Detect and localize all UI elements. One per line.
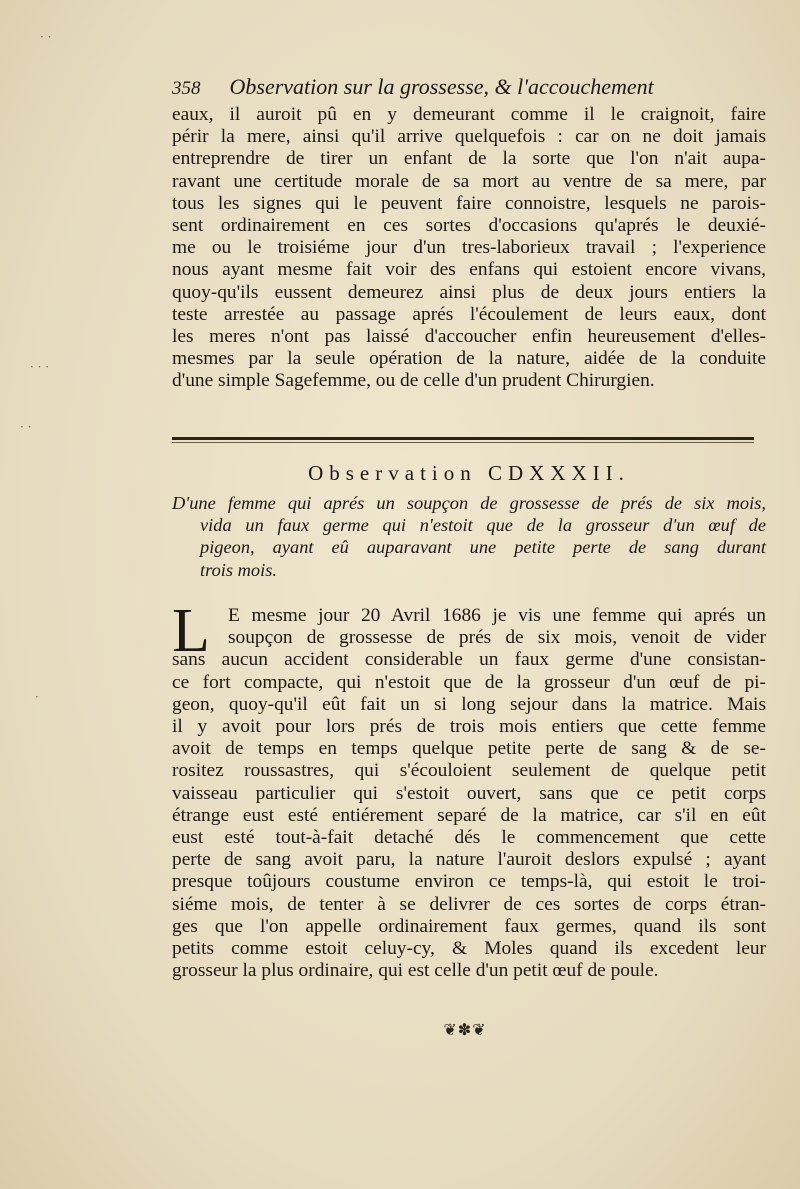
- text-line: ravant une certitude morale de sa mort au ventre de sa mere, par: [172, 170, 766, 192]
- section-divider-thin: [172, 442, 754, 443]
- text-line: rositez roussastres, qui s'écouloient seulement de quelque petit: [172, 760, 766, 782]
- drop-cap: L: [172, 597, 210, 665]
- text-line: teste arrestée au passage aprés l'écoulement de leurs eaux, dont: [172, 303, 766, 325]
- text-line: petits comme estoit celuy-cy, & Moles quand ils excedent leur: [172, 938, 766, 960]
- text-line: ce fort compacte, qui n'estoit que de la grosseur d'un œuf de pi-: [172, 671, 766, 693]
- text-line: avoit de temps en temps quelque petite perte de sang & de se-: [172, 738, 766, 760]
- observation-body: [172, 597, 766, 982]
- summary-line: vida un faux germe qui n'estoit que de la grosseur d'un œuf de: [200, 515, 766, 536]
- summary-line: pigeon, ayant eû auparavant une petite perte de sang durant: [200, 537, 766, 558]
- text-line: il y avoit pour lors prés de trois mois entiers que cette femme: [172, 716, 766, 738]
- text-line: E mesme jour 20 Avril 1686 je vis une femme qui aprés un: [228, 605, 766, 626]
- text-line: tous les signes qui le peuvent faire connoistre, lesquels ne parois-: [172, 192, 766, 214]
- text-line: siéme mois, de tenter à se delivrer de ces sortes de corps étran-: [172, 893, 766, 915]
- text-line: ges que l'on appelle ordinairement faux germes, quand ils sont: [172, 915, 766, 937]
- text-line: eaux, il auroit pû en y demeurant comme il le craignoit, faire: [172, 104, 766, 125]
- text-line: les meres n'ont pas laissé d'accoucher enfin heureusement d'elles-: [172, 326, 766, 348]
- end-ornament: ❦✽❦: [443, 1020, 487, 1039]
- text-line: mesmes par la seule opération de la nature, aidée de la conduite: [172, 348, 766, 370]
- text-line: perte de sang avoit paru, la nature l'auroit deslors expulsé ; ayant: [172, 849, 766, 871]
- text-line: sans aucun accident considerable un faux germe d'une consistan-: [172, 649, 766, 671]
- text-line: eust esté tout-à-fait detaché dés le commencement que cette: [172, 827, 766, 849]
- text-line: geon, quoy-qu'il eût fait un si long sejour dans la matrice. Mais: [172, 693, 766, 715]
- paragraph-continuation: [172, 104, 766, 393]
- text-line: grosseur la plus ordinaire, qui est celle d'un petit œuf de poule.: [172, 960, 659, 982]
- text-line: quoy-qu'ils eussent demeurez ainsi plus de deux jours entiers la: [172, 281, 766, 303]
- bleed-through-mark: · · ·: [30, 360, 50, 374]
- summary-line: trois mois.: [200, 559, 277, 580]
- running-title: Observation sur la grossesse, & l'accouchement: [229, 74, 654, 99]
- text-line: vaisseau particulier qui s'estoit ouvert, sans que ce petit corps: [172, 782, 766, 804]
- bleed-through-mark: ·: [35, 690, 39, 704]
- text-line: étrange eust esté entiérement separé de la matrice, car s'il en eût: [172, 804, 766, 826]
- observation-title: Observation CDXXXII.: [308, 461, 630, 485]
- bleed-through-mark: · ·: [40, 30, 52, 44]
- section-divider: [172, 437, 754, 440]
- running-header: [172, 74, 772, 100]
- page-number: 358: [172, 78, 201, 99]
- bleed-through-mark: · ·: [20, 420, 32, 434]
- text-line: soupçon de grossesse de prés de six mois, venoit de vider: [228, 627, 766, 649]
- text-line: d'une simple Sagefemme, ou de celle d'un prudent Chirurgien.: [172, 370, 655, 392]
- text-line: sent ordinairement en ces sortes d'occasions qu'aprés le deuxié-: [172, 215, 766, 237]
- text-line: presque toûjours coustume environ ce temps-là, qui estoit le troi-: [172, 871, 766, 893]
- text-line: entreprendre de tirer un enfant de la sorte que l'on n'ait aupa-: [172, 148, 766, 170]
- summary-line: D'une femme qui aprés un soupçon de grossesse de prés de six mois,: [172, 493, 766, 513]
- text-line: nous ayant mesme fait voir des enfans qui estoient encore vivans,: [172, 259, 766, 281]
- text-line: me ou le troisiéme jour d'un tres-laborieux travail ; l'experience: [172, 237, 766, 259]
- text-line: périr la mere, ainsi qu'il arrive quelquefois : car on ne doit jamais: [172, 126, 766, 148]
- observation-summary: [172, 492, 766, 581]
